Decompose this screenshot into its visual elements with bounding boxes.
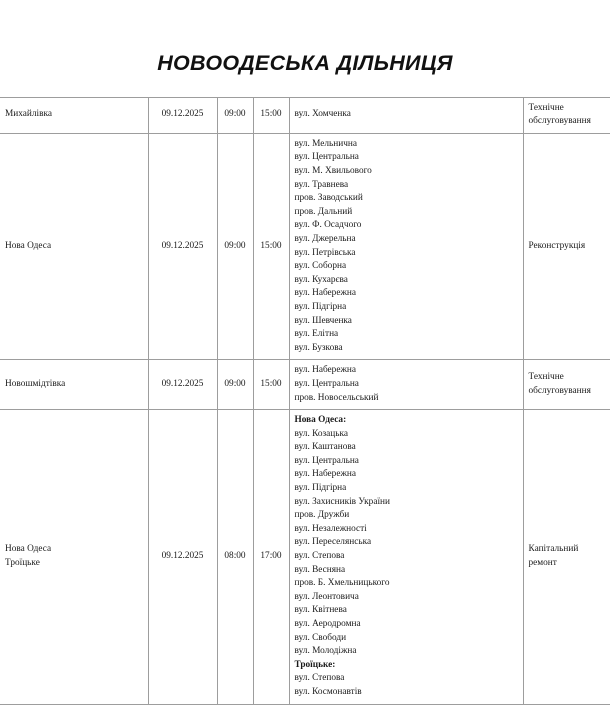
outage-reason: Технічне обслуговування bbox=[528, 102, 591, 127]
list-item: вул. Каштанова bbox=[294, 442, 356, 453]
outage-time-to: 15:00 bbox=[253, 133, 289, 360]
outage-reason-cell bbox=[523, 410, 610, 704]
settlement-name bbox=[5, 378, 143, 392]
list-item: вул. Кухарєва bbox=[294, 274, 348, 285]
list-item: вул. Хомченка bbox=[294, 109, 351, 120]
list-item: вул. Підгірна bbox=[294, 301, 347, 312]
list-item: вул. Елітна bbox=[294, 329, 339, 340]
outage-date: 09.12.2025 bbox=[148, 360, 217, 410]
outage-reason-cell bbox=[523, 360, 610, 410]
list-item: вул. Молодіжна bbox=[294, 646, 357, 657]
list-item: вул. Весняна bbox=[294, 564, 346, 575]
list-item: пров. Дружби bbox=[294, 510, 350, 521]
outage-time-from: 09:00 bbox=[217, 97, 253, 133]
list-item: вул. Незалежності bbox=[294, 523, 367, 534]
streets-cell bbox=[289, 97, 523, 133]
list-item: вул. Набережна bbox=[294, 469, 356, 480]
table-row bbox=[0, 97, 610, 133]
outage-reason-cell bbox=[523, 97, 610, 133]
outage-time-from: 08:00 bbox=[217, 410, 253, 704]
list-item: вул. Соборна bbox=[294, 261, 347, 272]
outage-schedule-table bbox=[0, 97, 610, 705]
street-list bbox=[295, 108, 518, 122]
street-group-heading: Нова Одеса: bbox=[294, 415, 347, 426]
outage-reason: Реконструкція bbox=[528, 240, 586, 251]
table-row bbox=[0, 360, 610, 410]
street-group-heading: Троїцьке: bbox=[294, 659, 336, 670]
list-item: вул. Леонтовича bbox=[294, 591, 359, 602]
settlement-cell bbox=[0, 97, 148, 133]
list-item: вул. Козацька bbox=[294, 428, 349, 439]
outage-time-to: 15:00 bbox=[253, 360, 289, 410]
outage-time-to: 15:00 bbox=[253, 97, 289, 133]
settlement-cell bbox=[0, 410, 148, 704]
list-item: вул. Степова bbox=[294, 551, 345, 562]
settlement-name bbox=[5, 108, 143, 122]
streets-cell bbox=[289, 133, 523, 360]
list-item: вул. Центральна bbox=[294, 455, 359, 466]
list-item: вул. М. Хвильового bbox=[294, 166, 372, 177]
outage-date: 09.12.2025 bbox=[148, 133, 217, 360]
list-item: вул. Петрівська bbox=[294, 247, 356, 258]
list-item: вул. Підгірна bbox=[294, 483, 347, 494]
outage-time-to: 17:00 bbox=[253, 410, 289, 704]
list-item: вул. Захисників України bbox=[294, 496, 390, 507]
list-item: пров. Дальний bbox=[294, 206, 353, 217]
streets-cell bbox=[289, 410, 523, 704]
list-item: вул. Ф. Осадчого bbox=[294, 220, 362, 231]
outage-date: 09.12.2025 bbox=[148, 410, 217, 704]
settlement-line: Нова Одеса bbox=[5, 544, 52, 555]
list-item: вул. Набережна bbox=[294, 365, 356, 376]
table-row bbox=[0, 133, 610, 360]
outage-reason: Технічне обслуговування bbox=[528, 372, 591, 396]
list-item: вул. Центральна bbox=[294, 378, 359, 389]
settlement-line: Новошмідтівка bbox=[5, 378, 66, 389]
table-row bbox=[0, 410, 610, 704]
list-item: вул. Космонавтів bbox=[294, 686, 362, 697]
list-item: вул. Квітнева bbox=[294, 605, 347, 616]
list-item: вул. Мельнична bbox=[294, 138, 357, 149]
list-item: вул. Аеродромна bbox=[294, 619, 361, 630]
street-list bbox=[295, 414, 518, 699]
outage-time-from: 09:00 bbox=[217, 133, 253, 360]
list-item: вул. Свободи bbox=[294, 632, 347, 643]
list-item: вул. Набережна bbox=[294, 288, 356, 299]
outage-reason-cell bbox=[523, 133, 610, 360]
list-item: вул. Переселянська bbox=[294, 537, 372, 548]
street-list bbox=[295, 138, 518, 356]
outage-date: 09.12.2025 bbox=[148, 97, 217, 133]
list-item: вул. Бузкова bbox=[294, 342, 343, 353]
list-item: вул. Центральна bbox=[294, 152, 359, 163]
settlement-line: Троїцьке bbox=[5, 557, 40, 568]
settlement-cell bbox=[0, 360, 148, 410]
settlement-line: Нова Одеса bbox=[5, 240, 52, 251]
settlement-line: Михайлівка bbox=[5, 109, 52, 120]
streets-cell bbox=[289, 360, 523, 410]
settlement-name bbox=[5, 543, 143, 570]
outage-reason: Капітальний ремонт bbox=[528, 544, 579, 568]
settlement-cell bbox=[0, 133, 148, 360]
list-item: вул. Травнева bbox=[294, 179, 349, 190]
list-item: пров. Новосельський bbox=[294, 392, 379, 403]
page-title: НОВООДЕСЬКА ДІЛЬНИЦЯ bbox=[157, 51, 453, 75]
street-list bbox=[295, 364, 518, 405]
list-item: пров. Б. Хмельницького bbox=[294, 578, 390, 589]
list-item: вул. Джерельна bbox=[294, 233, 356, 244]
settlement-name bbox=[5, 240, 143, 254]
list-item: вул. Шевченка bbox=[294, 315, 352, 326]
list-item: вул. Степова bbox=[294, 673, 345, 684]
list-item: пров. Заводський bbox=[294, 193, 363, 204]
outage-time-from: 09:00 bbox=[217, 360, 253, 410]
outage-table-body bbox=[0, 97, 610, 704]
